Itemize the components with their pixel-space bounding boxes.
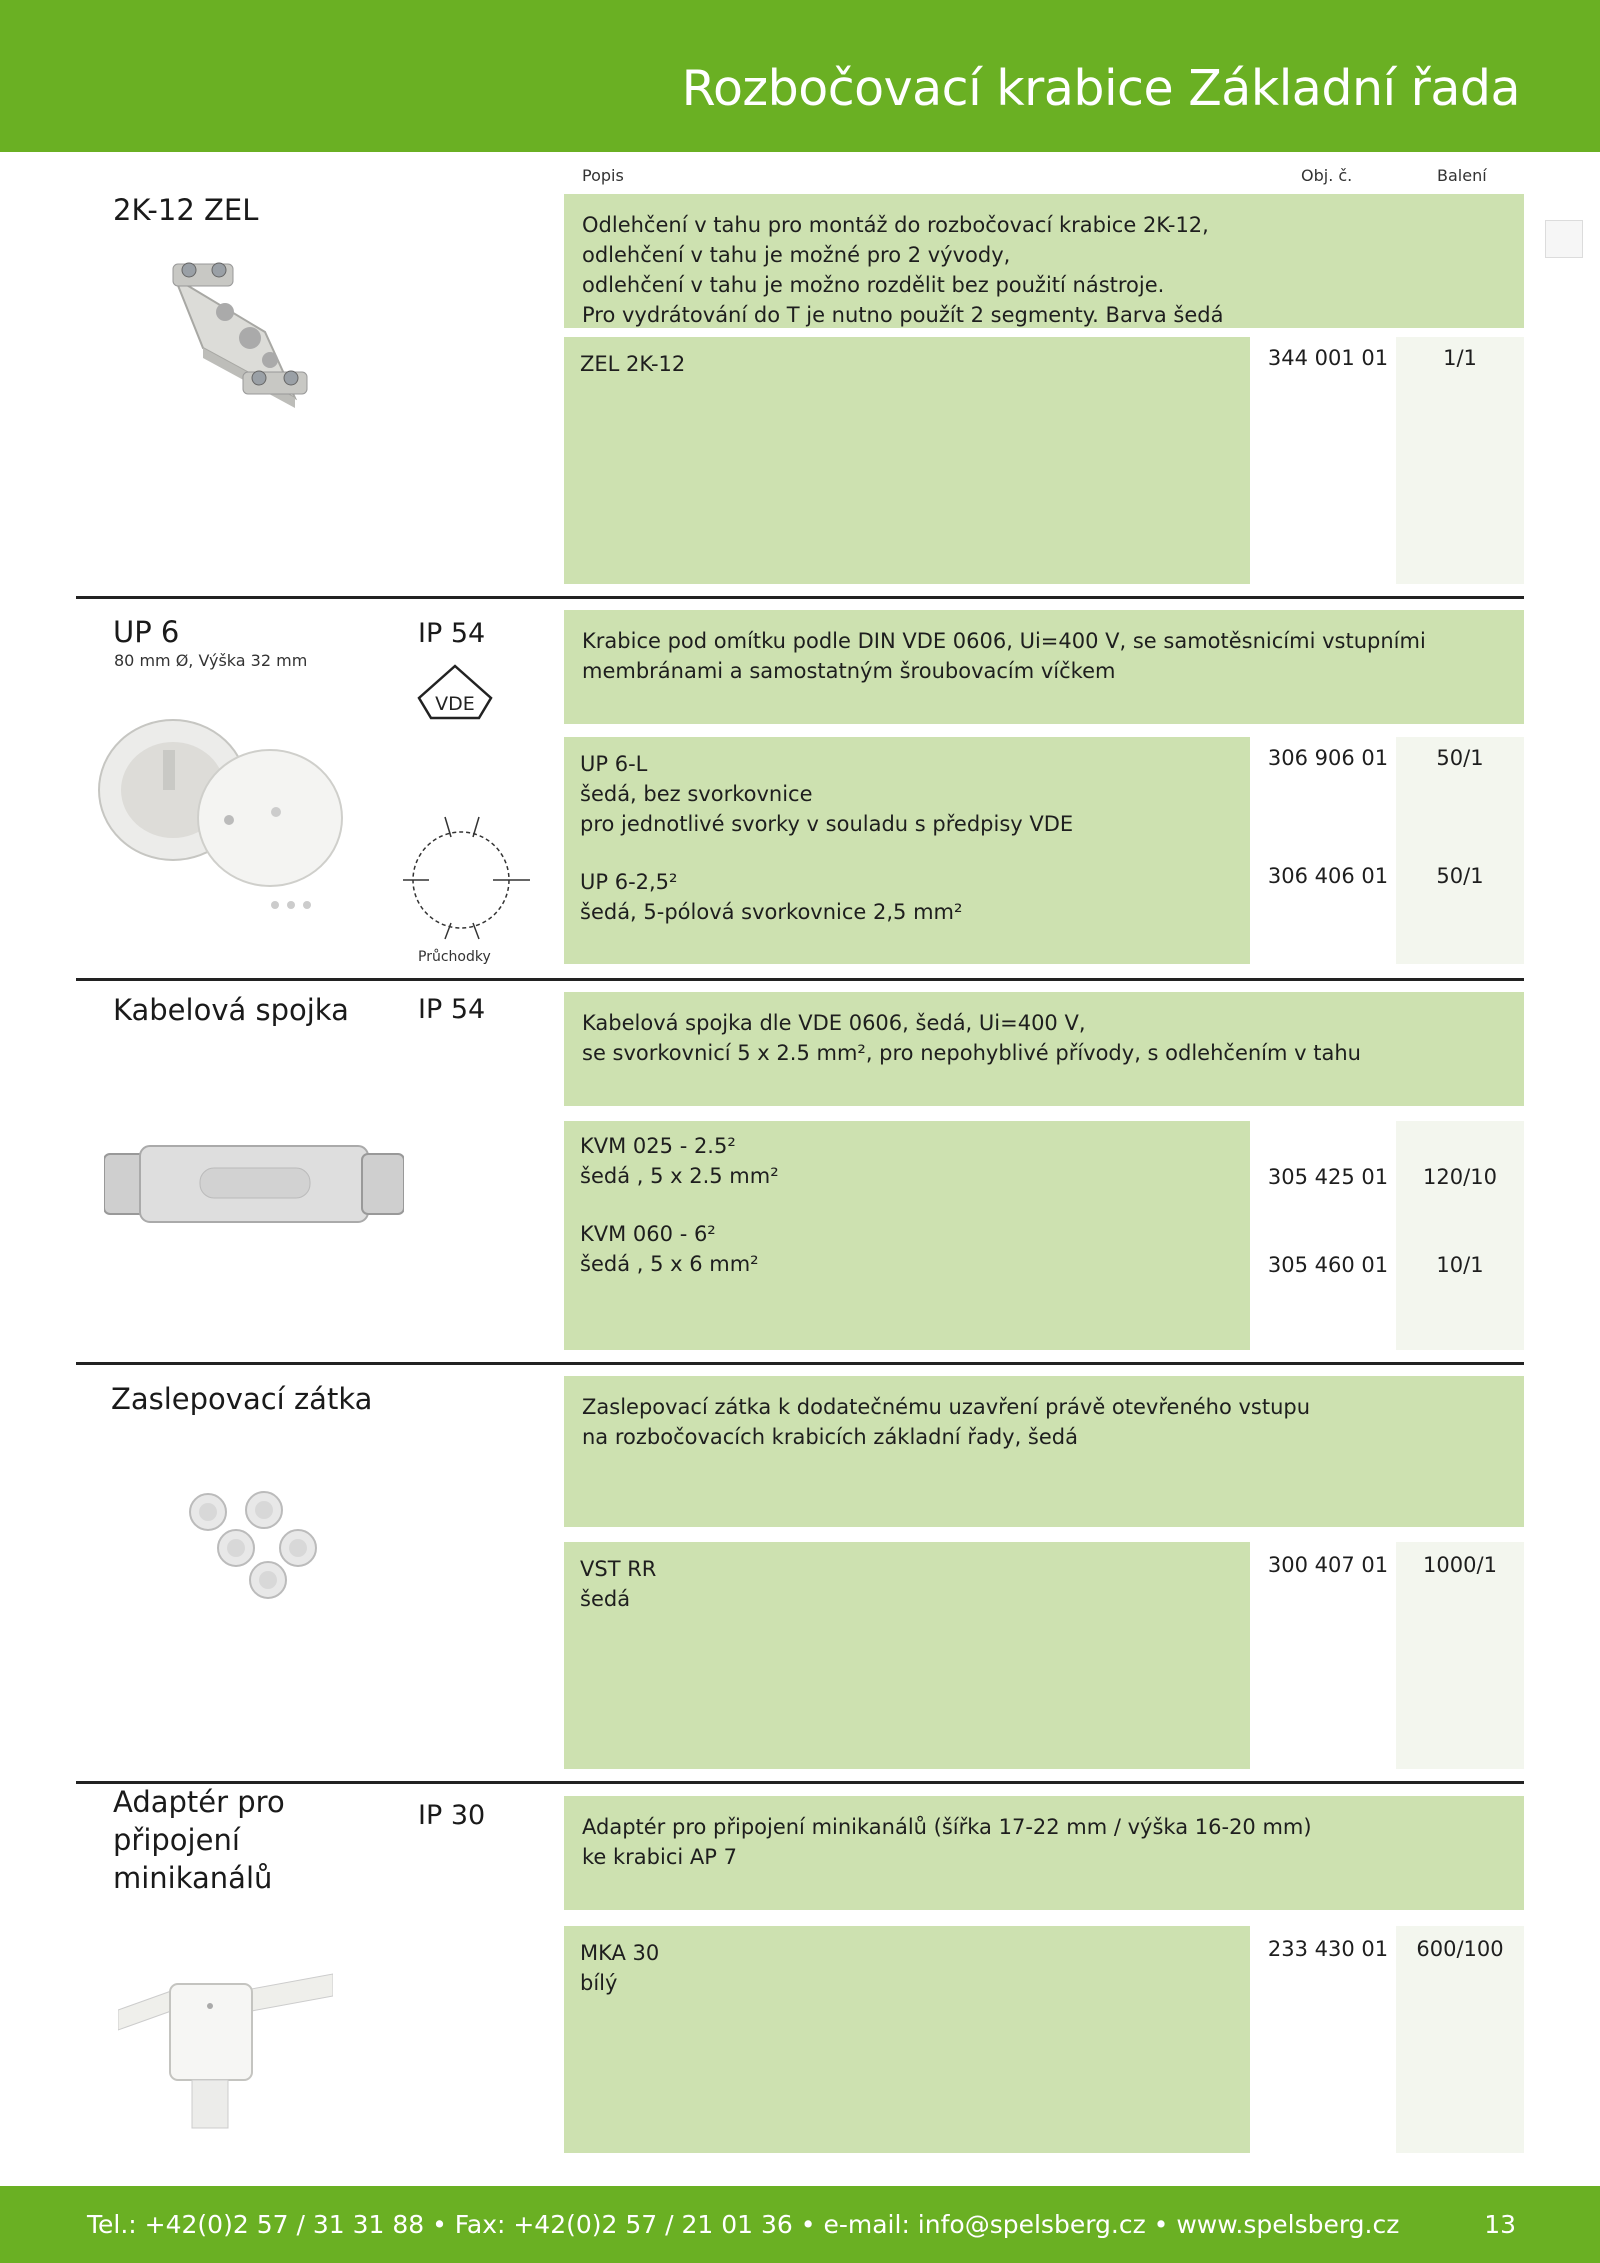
pack-column (1396, 1121, 1524, 1350)
pack-size: 600/100 (1416, 1937, 1504, 1961)
item-list: UP 6-L šedá, bez svorkovnice pro jednotlivé svorky v souladu s předpisy VDE UP 6-2,5² šedá, 5-pólová svorkovnice 2,5 mm² (564, 737, 1250, 964)
product-subtitle: 80 mm Ø, Výška 32 mm (114, 651, 308, 670)
pack-size: 50/1 (1436, 864, 1484, 888)
vde-mark-icon (415, 662, 495, 724)
product-title: UP 6 (113, 615, 180, 649)
section-divider (76, 1781, 1524, 1784)
item-list: MKA 30 bílý (564, 1926, 1250, 2153)
pack-column (1396, 337, 1524, 584)
grommet-diagram (403, 815, 533, 940)
item-list: VST RR šedá (564, 1542, 1250, 1769)
pack-size: 10/1 (1436, 1253, 1484, 1277)
product-description: Zaslepovací zátka k dodatečnému uzavření právě otevřeného vstupu na rozbočovacích krabicích základní řady, šedá (564, 1376, 1524, 1527)
product-title: Kabelová spojka (113, 993, 349, 1027)
cable-joint-image (104, 1138, 404, 1233)
flush-box-image (95, 690, 345, 920)
product-title: Zaslepovací zátka (111, 1382, 373, 1416)
section-divider (76, 1362, 1524, 1365)
column-header-obj: Obj. č. (1301, 166, 1353, 185)
page-header (0, 0, 1600, 152)
pack-size: 1000/1 (1423, 1553, 1497, 1577)
product-title: 2K-12 ZEL (113, 193, 259, 227)
contact-info: Tel.: +42(0)2 57 / 31 31 88 • Fax: +42(0)2 57 / 21 01 36 • e-mail: info@spelsberg.cz • www.spelsberg.cz (87, 2210, 1400, 2239)
order-number: 344 001 01 (1267, 346, 1389, 370)
svg-text:VDE: VDE (435, 693, 475, 715)
section-divider (76, 978, 1524, 981)
item-list: ZEL 2K-12 (564, 337, 1250, 584)
item-list: KVM 025 - 2.5² šedá , 5 x 2.5 mm² KVM 060 - 6² šedá , 5 x 6 mm² (564, 1121, 1250, 1350)
column-header-baleni: Balení (1437, 166, 1487, 185)
page-number: 13 (1484, 2210, 1516, 2239)
page-title: Rozbočovací krabice Základní řada (681, 60, 1520, 117)
pack-size: 1/1 (1443, 346, 1477, 370)
pack-size: 120/10 (1423, 1165, 1497, 1189)
order-number: 233 430 01 (1267, 1937, 1389, 1961)
product-title: Adaptér pro připojení minikanálů (113, 1785, 285, 1895)
diagram-label: Průchodky (418, 949, 491, 965)
page-footer (0, 2186, 1600, 2263)
product-description: Kabelová spojka dle VDE 0606, šedá, Ui=400 V, se svorkovnicí 5 x 2.5 mm², pro nepohyblivé přívody, s odlehčením v tahu (564, 992, 1524, 1106)
product-description: Odlehčení v tahu pro montáž do rozbočovací krabice 2K-12, odlehčení v tahu je možné pro 2 vývody, odlehčení v tahu je možno rozdělit bez použití nástroje. Pro vydrátování do T je nutno použít 2 segmenty. Barva šedá (564, 194, 1524, 328)
ip-rating: IP 54 (418, 618, 486, 649)
order-number: 300 407 01 (1267, 1553, 1389, 1577)
column-header-popis: Popis (582, 166, 624, 185)
ip-rating: IP 54 (418, 994, 486, 1025)
side-tab-marker (1545, 220, 1583, 258)
adapter-image (118, 1970, 333, 2130)
product-description: Adaptér pro připojení minikanálů (šířka 17-22 mm / výška 16-20 mm) ke krabici AP 7 (564, 1796, 1524, 1910)
blanking-plugs-image (180, 1488, 330, 1603)
pack-size: 50/1 (1436, 746, 1484, 770)
order-number: 306 906 01 (1267, 746, 1389, 770)
order-number: 305 425 01 (1267, 1165, 1389, 1189)
order-number: 305 460 01 (1267, 1253, 1389, 1277)
ip-rating: IP 30 (418, 1800, 486, 1831)
strain-relief-image (155, 250, 320, 415)
order-number: 306 406 01 (1267, 864, 1389, 888)
section-divider (76, 596, 1524, 599)
product-description: Krabice pod omítku podle DIN VDE 0606, Ui=400 V, se samotěsnicími vstupními membránami a samostatným šroubovacím víčkem (564, 610, 1524, 724)
